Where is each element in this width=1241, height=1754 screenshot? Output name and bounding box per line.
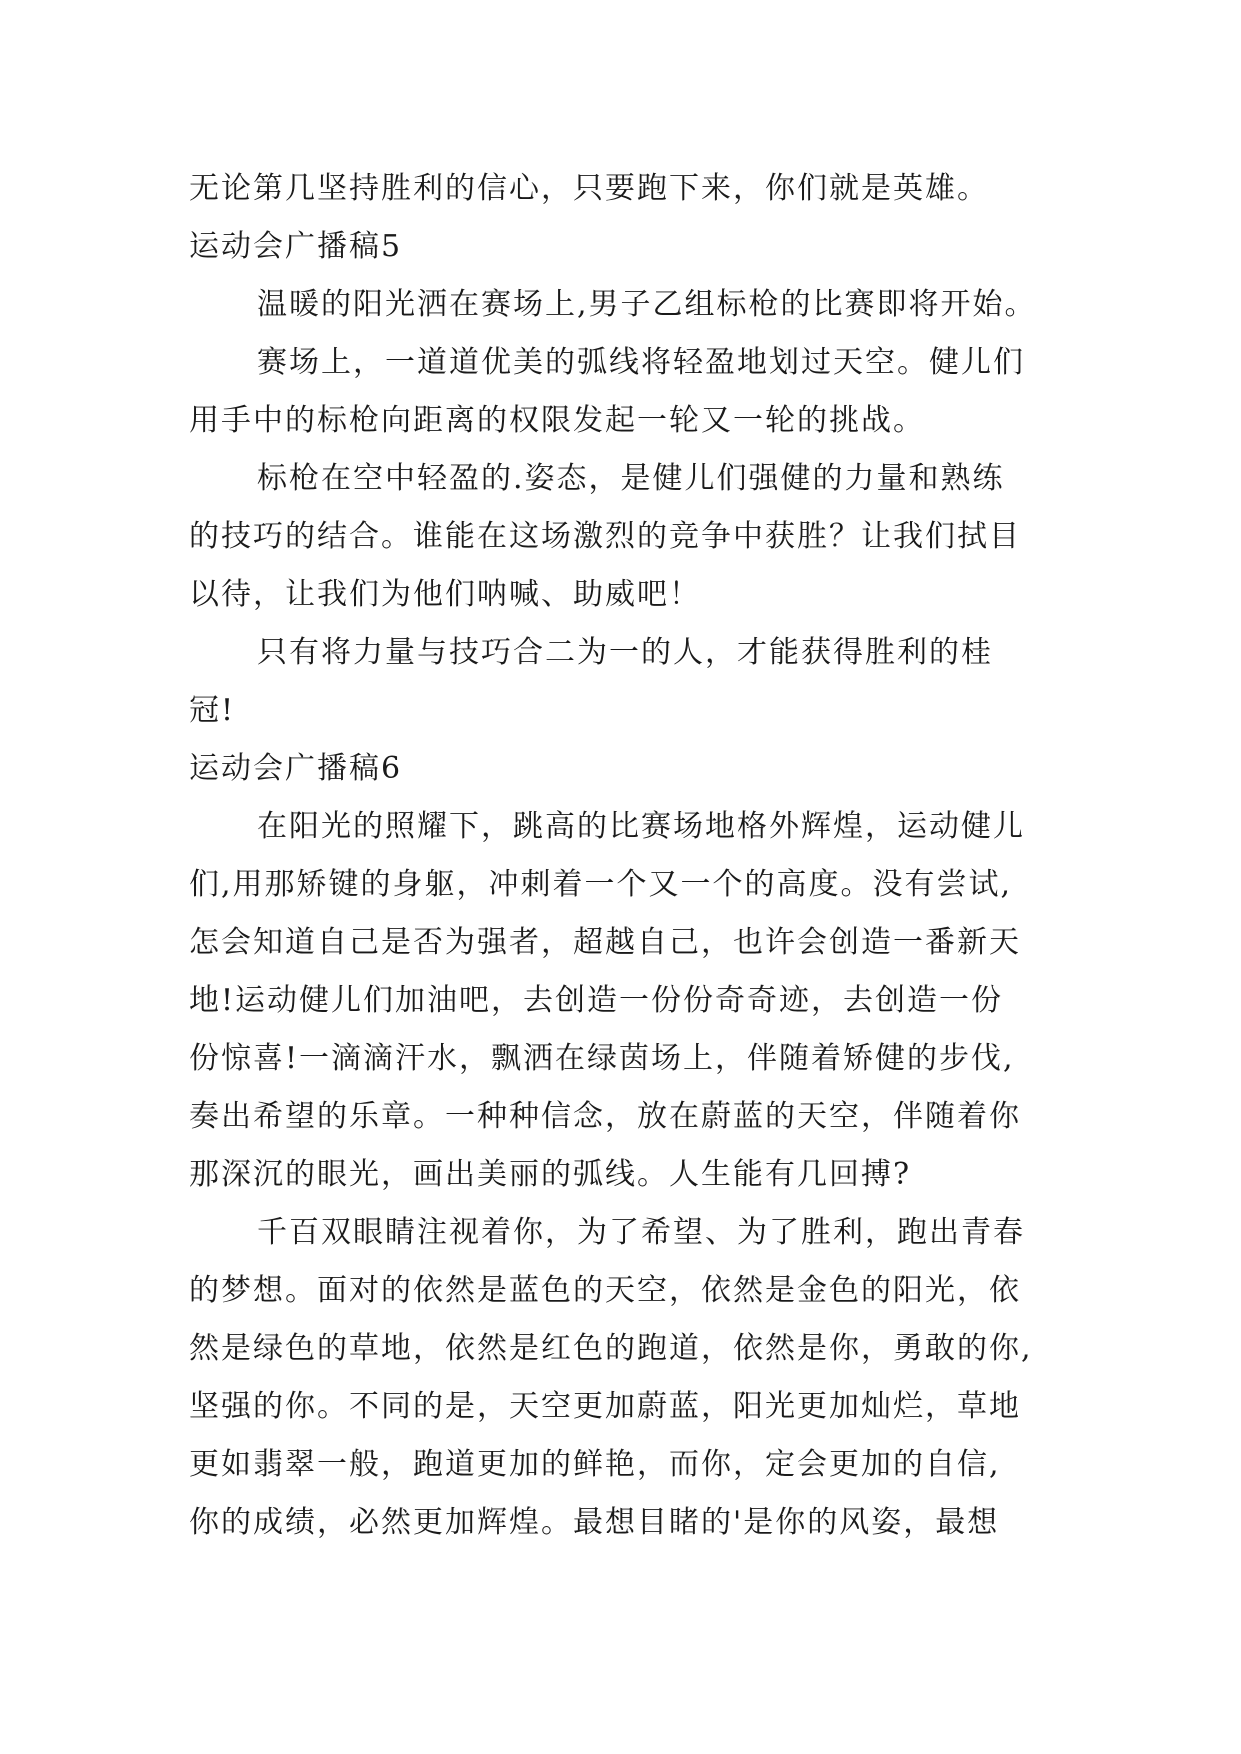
paragraph-line: 们,用那矫键的身躯，冲刺着一个又一个的高度。没有尝试, (189, 867, 1013, 902)
paragraph-line: 地!运动健儿们加油吧，去创造一份份奇奇迹，去创造一份 (189, 983, 1004, 1018)
paragraph-line: 坚强的你。不同的是，天空更加蔚蓝，阳光更加灿烂，草地 (189, 1389, 1021, 1424)
document-body (189, 160, 1069, 1552)
paragraph-line: 份惊喜!一滴滴汗水，飘洒在绿茵场上，伴随着矫健的步伐, (189, 1041, 1015, 1076)
paragraph-line: 千百双眼睛注视着你，为了希望、为了胜利，跑出青春 (257, 1215, 1025, 1250)
section-heading: 运动会广播稿6 (189, 751, 403, 786)
paragraph-line: 标枪在空中轻盈的.姿态，是健儿们强健的力量和熟练 (257, 461, 1005, 496)
paragraph-line: 以待，让我们为他们呐喊、助威吧！ (189, 577, 701, 612)
paragraph-line: 只有将力量与技巧合二为一的人，才能获得胜利的桂 (257, 635, 993, 670)
paragraph-line: 的技巧的结合。谁能在这场激烈的竞争中获胜？让我们拭目 (189, 519, 1021, 554)
section-heading: 运动会广播稿5 (189, 229, 403, 264)
paragraph-line: 用手中的标枪向距离的权限发起一轮又一轮的挑战。 (189, 403, 925, 438)
paragraph-line: 赛场上，一道道优美的弧线将轻盈地划过天空。健儿们 (257, 345, 1025, 380)
paragraph-line: 怎会知道自己是否为强者，超越自己，也许会创造一番新天 (189, 925, 1021, 960)
paragraph-line: 奏出希望的乐章。一种种信念，放在蔚蓝的天空，伴随着你 (189, 1099, 1021, 1134)
paragraph-line: 无论第几坚持胜利的信心，只要跑下来，你们就是英雄。 (189, 171, 989, 206)
paragraph-line: 然是绿色的草地，依然是红色的跑道，依然是你，勇敢的你, (189, 1331, 1033, 1366)
paragraph-line: 的梦想。面对的依然是蓝色的天空，依然是金色的阳光，依 (189, 1273, 1021, 1308)
paragraph-line: 温暖的阳光洒在赛场上,男子乙组标枪的比赛即将开始。 (257, 287, 1037, 322)
paragraph-line: 你的成绩，必然更加辉煌。最想目睹的'是你的风姿，最想 (189, 1505, 1000, 1540)
paragraph-line: 在阳光的照耀下，跳高的比赛场地格外辉煌，运动健儿 (257, 809, 1025, 844)
paragraph-line: 更如翡翠一般，跑道更加的鲜艳，而你，定会更加的自信, (189, 1447, 1001, 1482)
paragraph-line: 那深沉的眼光，画出美丽的弧线。人生能有几回搏? (189, 1157, 912, 1192)
paragraph-line: 冠! (189, 693, 236, 728)
